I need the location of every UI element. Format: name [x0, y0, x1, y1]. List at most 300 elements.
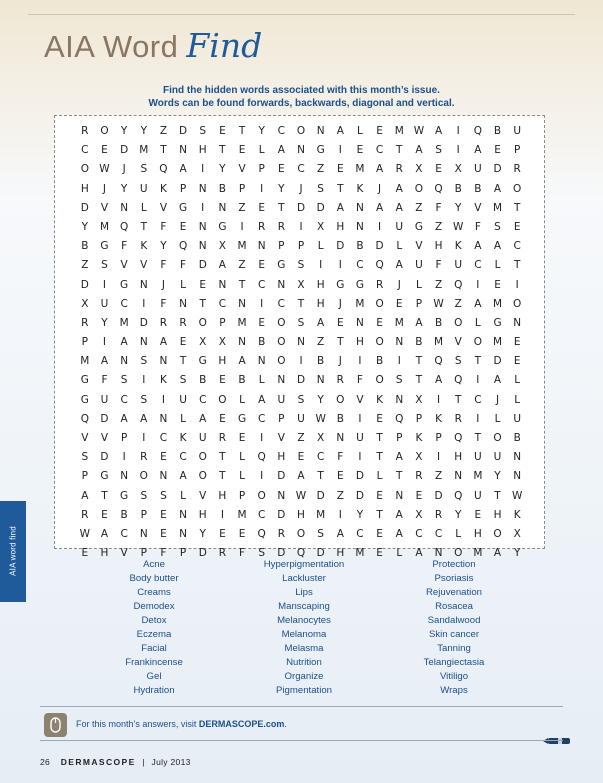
grid-letter: G — [218, 220, 227, 233]
grid-letter: Z — [434, 278, 443, 291]
grid-letter: K — [356, 182, 364, 195]
word-item: Hyperpigmentation — [263, 559, 345, 570]
grid-letter: N — [120, 201, 129, 214]
grid-letter: S — [258, 547, 266, 560]
grid-letter: L — [317, 240, 324, 253]
grid-letter: P — [278, 412, 285, 425]
grid-letter: T — [337, 336, 344, 349]
grid-letter: I — [260, 182, 264, 195]
grid-letter: T — [219, 451, 226, 464]
grid-letter: A — [376, 201, 384, 214]
grid-letter: Z — [159, 125, 168, 137]
grid-letter: V — [356, 393, 364, 406]
grid-letter: I — [122, 451, 126, 464]
grid-letter: D — [120, 144, 129, 157]
grid-letter: L — [180, 412, 186, 425]
grid-letter: M — [473, 470, 483, 483]
grid-letter: M — [355, 163, 365, 176]
grid-letter: E — [258, 201, 265, 214]
grid-letter: D — [296, 201, 306, 214]
grid-letter: R — [159, 316, 168, 329]
grid-letter: F — [160, 547, 167, 560]
grid-letter: N — [238, 297, 246, 310]
grid-letter: O — [139, 470, 148, 483]
word-column-2 — [224, 558, 384, 698]
grid-letter: U — [179, 393, 187, 406]
grid-letter: R — [81, 125, 89, 137]
grid-letter: B — [474, 182, 482, 195]
grid-letter: R — [513, 163, 521, 176]
grid-letter: S — [140, 355, 148, 368]
grid-letter: D — [316, 201, 325, 214]
grid-letter: Y — [199, 527, 206, 540]
grid-letter: R — [434, 508, 443, 521]
grid-letter: T — [474, 432, 482, 444]
grid-letter: T — [238, 125, 246, 137]
grid-letter: B — [120, 508, 128, 521]
grid-letter: A — [297, 470, 305, 483]
grid-letter: T — [513, 259, 521, 272]
grid-letter: G — [355, 278, 365, 291]
grid-letter: S — [140, 163, 148, 176]
grid-letter: H — [218, 355, 227, 368]
grid-letter: I — [515, 278, 519, 291]
grid-letter: N — [179, 297, 187, 310]
grid-letter: N — [356, 201, 364, 214]
grid-letter: Z — [317, 336, 325, 349]
grid-letter: N — [179, 144, 187, 157]
grid-letter: N — [395, 393, 404, 406]
page-title — [44, 26, 262, 72]
grid-letter: H — [336, 547, 345, 560]
grid-letter: A — [120, 412, 128, 425]
word-item: Facial — [141, 643, 167, 654]
grid-letter: I — [201, 163, 205, 176]
grid-letter: E — [199, 278, 207, 291]
grid-letter: M — [394, 125, 404, 137]
grid-letter: T — [199, 297, 206, 310]
grid-letter: H — [316, 297, 325, 310]
grid-letter: E — [513, 355, 521, 368]
grid-letter: X — [297, 278, 305, 291]
grid-letter: S — [297, 316, 305, 329]
word-item: Vitiligo — [439, 671, 469, 682]
grid-letter: U — [454, 259, 463, 272]
grid-letter: O — [375, 336, 384, 349]
grid-letter: Y — [278, 182, 285, 195]
grid-letter: V — [100, 201, 109, 214]
grid-letter: B — [493, 125, 502, 137]
grid-letter: Y — [160, 240, 167, 253]
grid-letter: R — [218, 547, 227, 560]
grid-letter: C — [120, 527, 128, 540]
grid-letter: Z — [336, 489, 344, 502]
grid-letter: B — [454, 182, 462, 195]
grid-letter: F — [160, 220, 167, 233]
grid-letter: Q — [434, 182, 443, 195]
answers-prefix: For this month’s answers, visit — [76, 719, 199, 729]
grid-letter: J — [299, 182, 303, 195]
grid-letter: N — [356, 316, 364, 329]
grid-letter: N — [257, 240, 266, 253]
grid-letter: L — [376, 470, 383, 483]
grid-letter: U — [100, 393, 109, 406]
grid-letter: D — [296, 374, 306, 387]
grid-letter: M — [473, 547, 483, 560]
grid-letter: J — [397, 278, 401, 291]
grid-letter: L — [357, 125, 363, 137]
grid-letter: R — [395, 163, 403, 176]
grid-letter: N — [159, 470, 168, 483]
grid-letter: W — [453, 220, 464, 233]
grid-letter: V — [199, 489, 207, 502]
grid-letter: L — [180, 489, 186, 502]
instructions-line2: Words can be found forwards, backwards, diagonal and vertical. — [148, 98, 455, 109]
grid-letter: T — [140, 220, 147, 233]
grid-letter: E — [278, 163, 285, 176]
grid-letter: T — [376, 432, 383, 444]
grid-letter: U — [474, 163, 482, 176]
grid-letter: F — [121, 240, 128, 253]
grid-letter: Z — [317, 163, 325, 176]
grid-letter: T — [160, 144, 167, 157]
grid-letter: X — [415, 451, 423, 464]
grid-letter: A — [218, 259, 226, 272]
grid-letter: V — [277, 432, 285, 444]
grid-letter: S — [494, 220, 501, 233]
grid-letter: W — [413, 125, 425, 137]
grid-letter: A — [395, 201, 403, 214]
answers-suffix: . — [284, 719, 287, 729]
grid-letter: B — [513, 432, 521, 444]
grid-letter: T — [238, 278, 246, 291]
pen-icon — [543, 733, 575, 743]
grid-letter: D — [100, 412, 109, 425]
grid-letter: A — [434, 125, 443, 137]
grid-letter: P — [297, 240, 305, 253]
grid-letter: D — [277, 470, 286, 483]
grid-letter: C — [199, 393, 207, 406]
grid-letter: Q — [159, 163, 168, 176]
grid-letter: O — [296, 125, 306, 137]
grid-letter: J — [122, 163, 126, 176]
grid-letter: O — [375, 374, 384, 387]
grid-letter: A — [159, 336, 168, 349]
word-item: Rosacea — [435, 601, 473, 612]
grid-letter: J — [338, 297, 342, 310]
grid-letter: A — [376, 163, 384, 176]
grid-letter: E — [376, 125, 383, 137]
grid-letter: D — [277, 547, 286, 560]
grid-letter: T — [415, 355, 423, 368]
grid-letter: R — [140, 451, 148, 464]
grid-letter: O — [454, 316, 463, 329]
grid-letter: E — [435, 163, 442, 176]
grid-letter: H — [493, 508, 502, 521]
grid-letter: Q — [257, 451, 266, 464]
grid-letter: N — [159, 412, 168, 425]
grid-letter: D — [179, 125, 188, 137]
grid-letter: Y — [455, 201, 462, 214]
grid-letter: A — [199, 412, 207, 425]
grid-letter: N — [277, 374, 286, 387]
grid-letter: S — [140, 489, 148, 502]
grid-letter: I — [378, 220, 382, 233]
grid-letter: N — [198, 240, 207, 253]
grid-letter: W — [315, 412, 326, 425]
grid-letter: E — [336, 470, 344, 483]
grid-letter: A — [258, 393, 266, 406]
grid-letter: C — [218, 297, 227, 310]
grid-letter: D — [198, 259, 207, 272]
answers-link[interactable]: DERMASCOPE.com — [198, 719, 285, 729]
word-item: Lips — [295, 587, 313, 598]
grid-letter: T — [297, 297, 305, 310]
grid-letter: L — [474, 316, 481, 329]
grid-letter: N — [198, 182, 207, 195]
word-item: Psoriasis — [434, 573, 474, 584]
grid-letter: F — [101, 374, 108, 387]
grid-letter: A — [493, 182, 502, 195]
grid-letter: A — [493, 374, 502, 387]
grid-letter: S — [317, 182, 324, 195]
grid-letter: C — [375, 144, 384, 157]
grid-letter: O — [296, 527, 306, 540]
grid-letter: P — [140, 547, 147, 560]
grid-letter: A — [434, 374, 443, 387]
grid-letter: N — [218, 278, 227, 291]
grid-letter: K — [140, 240, 148, 253]
grid-letter: A — [81, 489, 89, 502]
grid-letter: T — [396, 144, 403, 157]
grid-letter: S — [199, 125, 207, 137]
grid-letter: G — [316, 144, 325, 157]
grid-letter: H — [100, 547, 109, 560]
grid-letter: B — [434, 316, 443, 329]
grid-letter: B — [258, 336, 266, 349]
grid-letter: N — [395, 336, 404, 349]
grid-letter: P — [140, 508, 147, 521]
grid-letter: I — [338, 144, 342, 157]
grid-letter: U — [356, 432, 364, 444]
word-item: Detox — [141, 615, 167, 626]
grid-letter: S — [317, 527, 324, 540]
grid-letter: Y — [513, 547, 521, 560]
grid-letter: O — [277, 355, 286, 368]
grid-letter: I — [260, 297, 264, 310]
grid-letter: I — [338, 508, 342, 521]
grid-letter: O — [493, 527, 502, 540]
grid-letter: P — [179, 182, 187, 195]
grid-letter: A — [395, 182, 403, 195]
grid-letter: E — [376, 412, 383, 425]
grid-letter: V — [120, 547, 128, 560]
grid-letter: A — [179, 163, 187, 176]
answers-top-rule — [40, 706, 563, 707]
word-item: Wraps — [440, 685, 468, 696]
grid-letter: Y — [258, 125, 265, 137]
grid-letter: J — [161, 278, 165, 291]
grid-letter: D — [316, 547, 325, 560]
grid-letter: N — [395, 489, 404, 502]
word-item: Melasma — [284, 643, 324, 654]
grid-letter: X — [218, 240, 226, 253]
grid-letter: A — [336, 527, 344, 540]
grid-letter: S — [140, 393, 148, 406]
grid-letter: G — [80, 374, 89, 387]
grid-letter: E — [356, 144, 364, 157]
grid-letter: P — [238, 182, 246, 195]
grid-letter: U — [493, 451, 502, 464]
grid-letter: O — [473, 336, 482, 349]
grid-letter: Q — [296, 547, 306, 560]
grid-letter: O — [277, 336, 286, 349]
grid-letter: Z — [238, 259, 246, 272]
grid-letter: V — [140, 259, 148, 272]
grid-letter: F — [239, 547, 246, 560]
grid-letter: L — [494, 259, 501, 272]
grid-letter: M — [316, 508, 326, 521]
grid-letter: N — [513, 470, 522, 483]
grid-letter: Q — [257, 527, 266, 540]
grid-letter: N — [120, 355, 129, 368]
grid-letter: A — [493, 547, 502, 560]
grid-letter: E — [258, 259, 265, 272]
computer-mouse-icon — [44, 713, 67, 737]
grid-letter: B — [218, 182, 226, 195]
grid-letter: B — [356, 240, 364, 253]
grid-letter: I — [299, 355, 303, 368]
grid-letter: U — [297, 412, 305, 425]
grid-letter: S — [81, 451, 89, 464]
grid-letter: I — [102, 278, 107, 291]
grid-letter: A — [100, 527, 109, 540]
title-part1: AIA Word — [44, 29, 179, 64]
grid-letter: T — [513, 201, 521, 214]
answers-bottom-rule — [40, 740, 563, 741]
grid-letter: Y — [317, 393, 324, 406]
grid-letter: C — [297, 163, 305, 176]
grid-letter: A — [493, 240, 502, 253]
grid-letter: S — [297, 393, 305, 406]
grid-letter: C — [277, 125, 286, 137]
grid-letter: T — [396, 470, 403, 483]
grid-letter: K — [179, 432, 187, 444]
grid-letter: E — [219, 374, 226, 387]
grid-letter: R — [454, 412, 462, 425]
grid-letter: C — [258, 508, 266, 521]
grid-letter: N — [513, 316, 522, 329]
grid-letter: A — [100, 355, 109, 368]
grid-letter: K — [376, 393, 384, 406]
grid-letter: B — [375, 355, 384, 368]
word-item: Organize — [284, 671, 324, 682]
grid-letter: R — [375, 278, 384, 291]
grid-letter: V — [474, 201, 482, 214]
grid-letter: T — [219, 470, 226, 483]
word-item: Frankincense — [125, 657, 183, 668]
grid-letter: E — [160, 508, 167, 521]
grid-letter: M — [99, 220, 109, 233]
grid-letter: E — [219, 125, 226, 137]
grid-letter: H — [316, 278, 325, 291]
grid-letter: O — [218, 393, 227, 406]
grid-letter: A — [395, 259, 403, 272]
word-item: Telangiectasia — [423, 657, 485, 668]
grid-letter: P — [120, 432, 128, 444]
word-item: Manscaping — [278, 601, 330, 612]
grid-letter: E — [513, 220, 521, 233]
grid-letter: F — [160, 259, 167, 272]
grid-letter: C — [474, 259, 482, 272]
grid-letter: I — [397, 355, 401, 368]
grid-letter: Y — [494, 470, 501, 483]
grid-letter: U — [415, 259, 423, 272]
word-item: Rejuvenation — [425, 587, 482, 598]
grid-letter: E — [258, 316, 265, 329]
side-tab-label: AIA word find — [8, 526, 18, 576]
grid-letter: U — [395, 220, 404, 233]
grid-letter: C — [415, 527, 423, 540]
grid-letter: Z — [434, 470, 443, 483]
grid-letter: W — [295, 489, 307, 502]
issue-date: July 2013 — [151, 757, 191, 767]
grid-letter: V — [415, 240, 423, 253]
grid-letter: U — [474, 451, 482, 464]
grid-letter: N — [297, 144, 305, 157]
grid-letter: M — [119, 316, 129, 329]
grid-letter: E — [376, 527, 383, 540]
grid-letter: T — [474, 355, 482, 368]
grid-letter: I — [456, 125, 460, 137]
grid-letter: Y — [455, 508, 462, 521]
grid-letter: K — [513, 508, 521, 521]
grid-letter: D — [316, 489, 325, 502]
grid-letter: D — [355, 470, 364, 483]
grid-letter: I — [102, 336, 107, 349]
grid-letter: N — [159, 355, 168, 368]
grid-letter: T — [179, 355, 187, 368]
grid-letter: Q — [454, 374, 463, 387]
grid-letter: Y — [81, 220, 89, 233]
word-item: Nutrition — [286, 657, 322, 668]
grid-letter: W — [511, 489, 523, 502]
grid-letter: H — [434, 240, 443, 253]
grid-letter: H — [473, 527, 482, 540]
word-item: Tanning — [437, 643, 471, 654]
grid-letter: G — [120, 489, 129, 502]
grid-letter: Z — [434, 220, 443, 233]
grid-letter: A — [474, 240, 482, 253]
grid-letter: P — [278, 240, 285, 253]
grid-letter: C — [356, 527, 364, 540]
grid-letter: U — [139, 182, 148, 195]
grid-letter: E — [160, 451, 167, 464]
grid-letter: D — [80, 201, 89, 214]
grid-letter: E — [494, 278, 501, 291]
grid-letter: I — [260, 432, 264, 444]
grid-letter: R — [258, 220, 266, 233]
grid-letter: X — [199, 336, 207, 349]
grid-letter: H — [454, 451, 463, 464]
grid-letter: E — [179, 220, 187, 233]
grid-letter: M — [394, 316, 404, 329]
grid-letter: I — [338, 259, 342, 272]
grid-letter: E — [297, 451, 305, 464]
word-item: Sandalwood — [427, 615, 481, 626]
grid-letter: M — [355, 547, 365, 560]
grid-letter: A — [395, 451, 403, 464]
